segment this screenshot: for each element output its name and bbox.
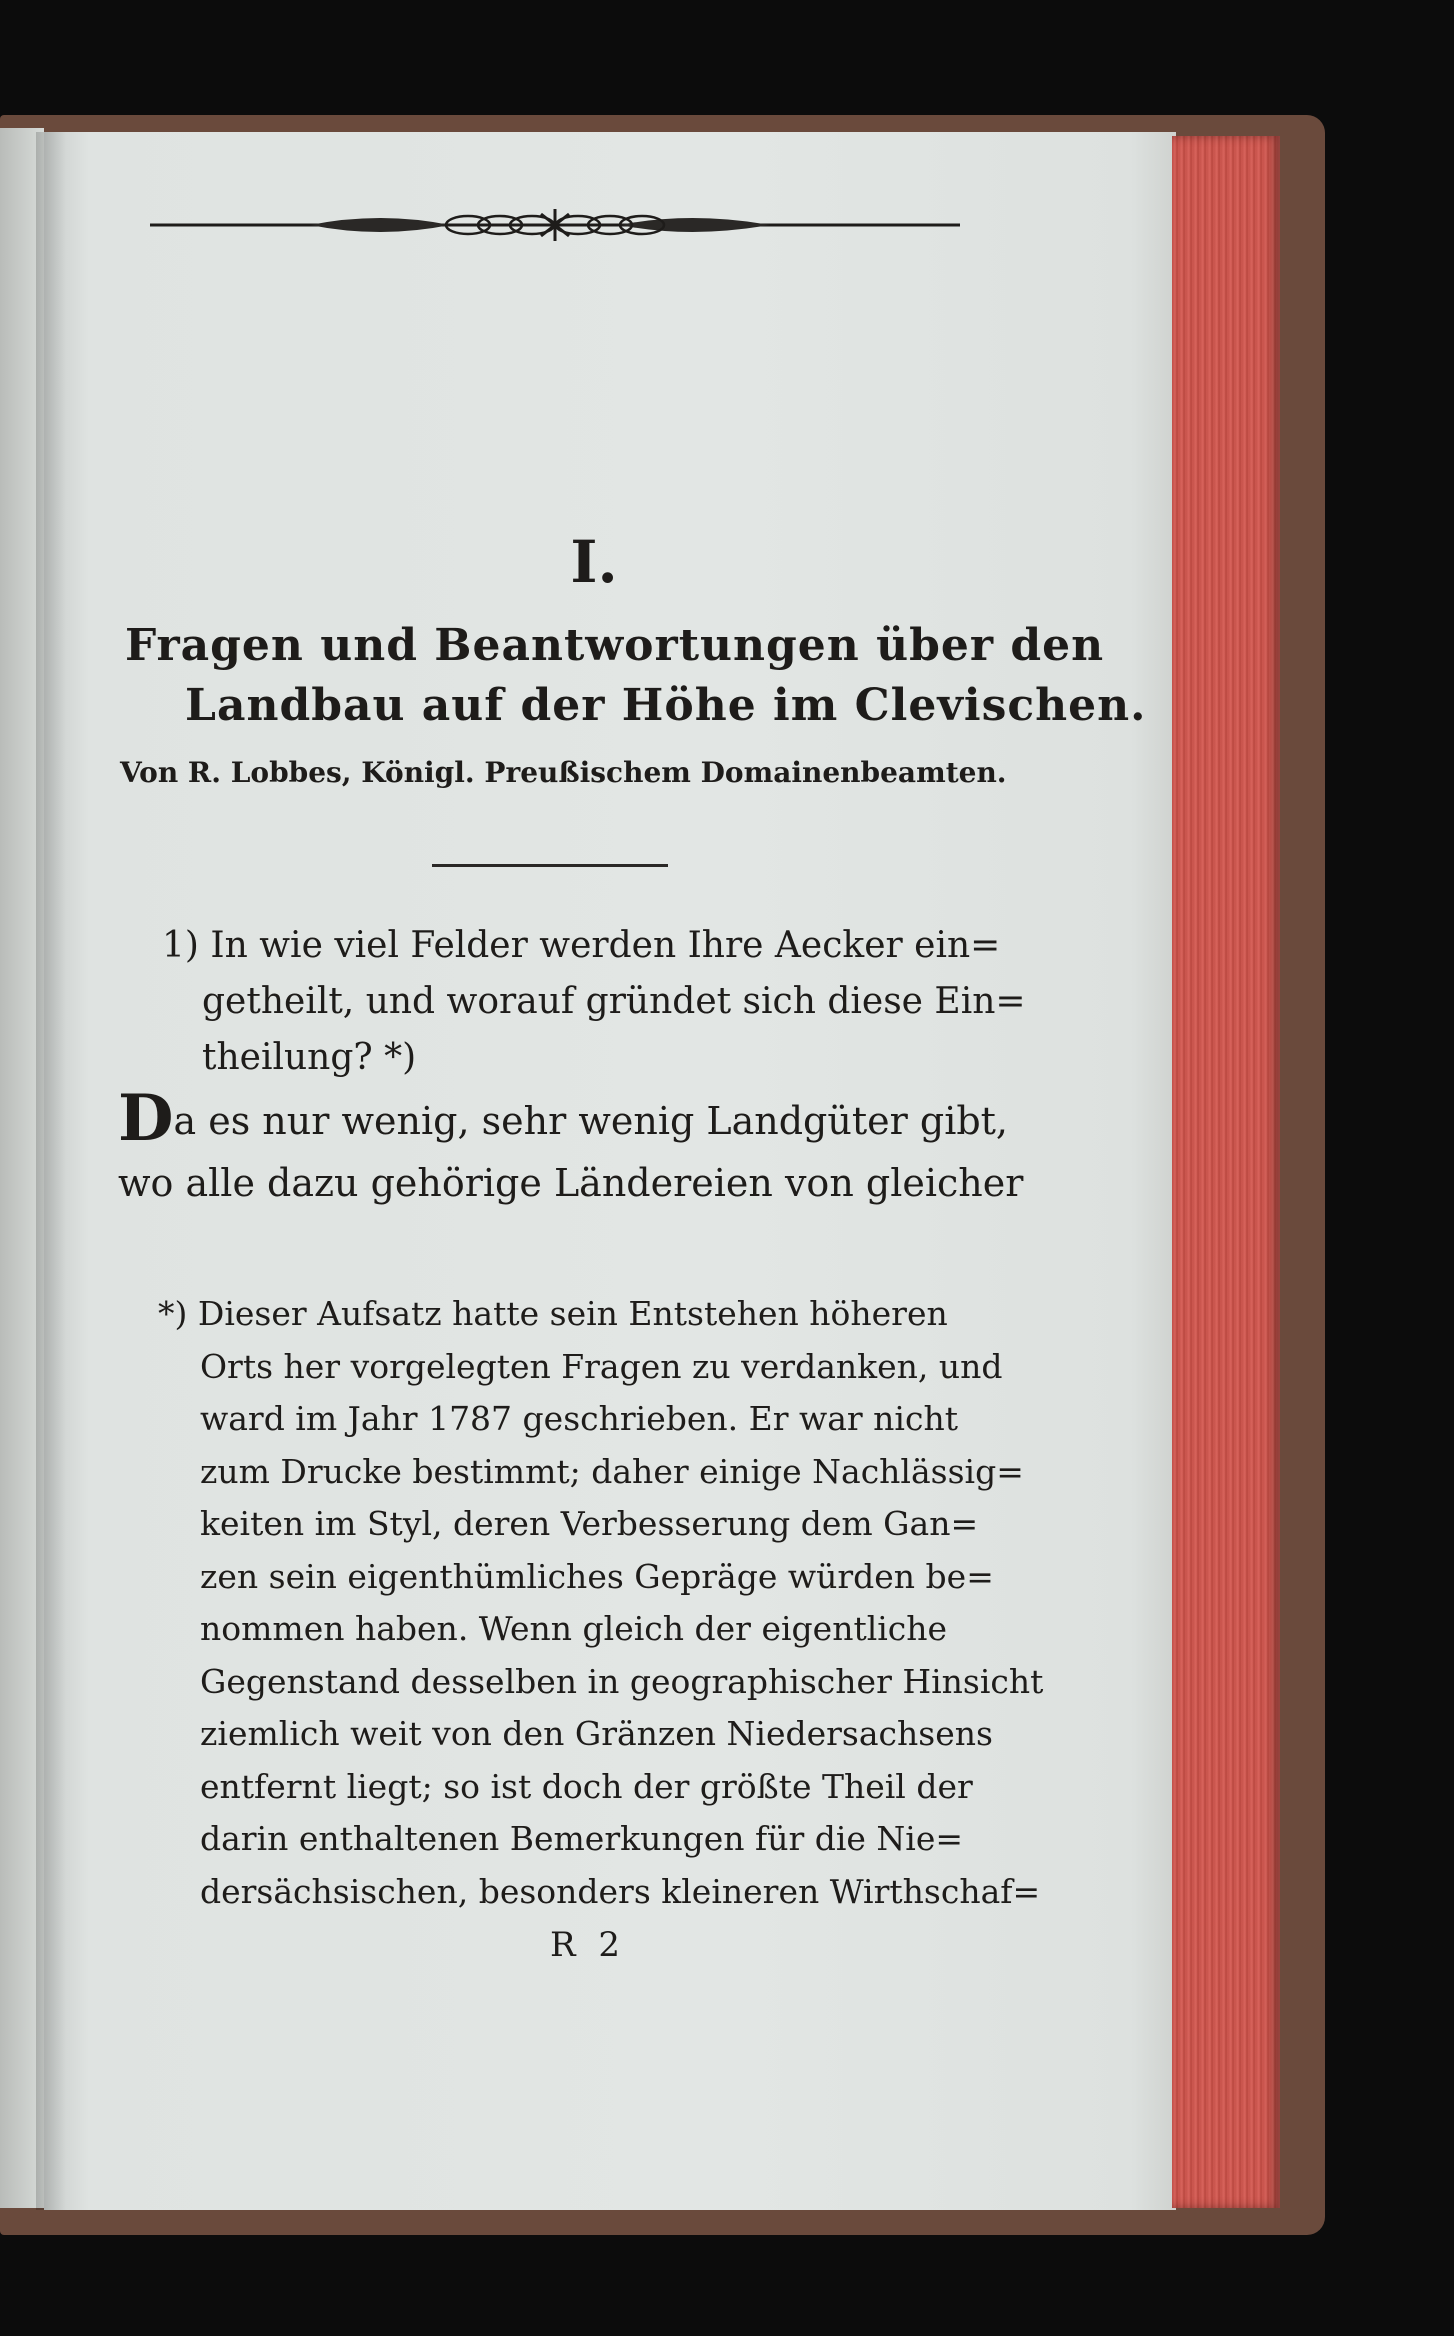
- signature-mark: R 2: [550, 1925, 627, 1965]
- footnote-line: ziemlich weit von den Gränzen Niedersachsens: [200, 1714, 993, 1753]
- footnote-line: Gegenstand desselben in geographischer Hinsicht: [200, 1661, 1044, 1701]
- question-line: theilung? *): [202, 1037, 417, 1078]
- question-line: getheilt, und worauf gründet sich diese Ein=: [202, 981, 1026, 1022]
- footnote-line: keiten im Styl, deren Verbesserung dem Gan=: [200, 1504, 979, 1543]
- footnote-line: ward im Jahr 1787 geschrieben. Er war nicht: [200, 1399, 958, 1438]
- footnote-line: Orts her vorgelegten Fragen zu verdanken, und: [200, 1346, 1003, 1386]
- footnote: [158, 1288, 1043, 1918]
- chapter-title-line-2: Landbau auf der Höhe im Clevischen.: [185, 680, 1147, 731]
- footnote-line: nommen haben. Wenn gleich der eigentliche: [200, 1609, 948, 1648]
- chapter-title-line-1: Fragen und Beantwortungen über den: [125, 620, 1105, 671]
- footnote-line: darin enthaltenen Bemerkungen für die Nie=: [200, 1819, 964, 1858]
- drop-cap: D: [118, 1081, 174, 1156]
- chapter-number: I.: [570, 528, 618, 596]
- spine-shadow: [36, 132, 66, 2210]
- footnote-line: dersächsischen, besonders kleineren Wirthschaf=: [200, 1871, 1041, 1911]
- body-line: [118, 1081, 1023, 1156]
- section-divider: [432, 864, 668, 867]
- question-1: [162, 918, 1026, 1086]
- red-page-edges: [1172, 136, 1280, 2208]
- footnote-line: zen sein eigenthümliches Gepräge würden be=: [200, 1556, 994, 1596]
- header-ornament: [150, 205, 960, 245]
- body-line-1-rest: a es nur wenig, sehr wenig Landgüter gibt,: [173, 1099, 1009, 1143]
- footnote-line: *) Dieser Aufsatz hatte sein Entstehen höheren: [158, 1294, 948, 1333]
- body-line: wo alle dazu gehörige Ländereien von gleicher: [118, 1161, 1024, 1205]
- footnote-line: zum Drucke bestimmt; daher einige Nachlässig=: [200, 1451, 1024, 1491]
- author-byline: Von R. Lobbes, Königl. Preußischem Domainenbeamten.: [120, 756, 1007, 789]
- footnote-line: entfernt liegt; so ist doch der größte Theil der: [200, 1766, 973, 1806]
- body-paragraph: [118, 1081, 1024, 1214]
- question-line: 1) In wie viel Felder werden Ihre Aecker ein=: [162, 925, 1001, 966]
